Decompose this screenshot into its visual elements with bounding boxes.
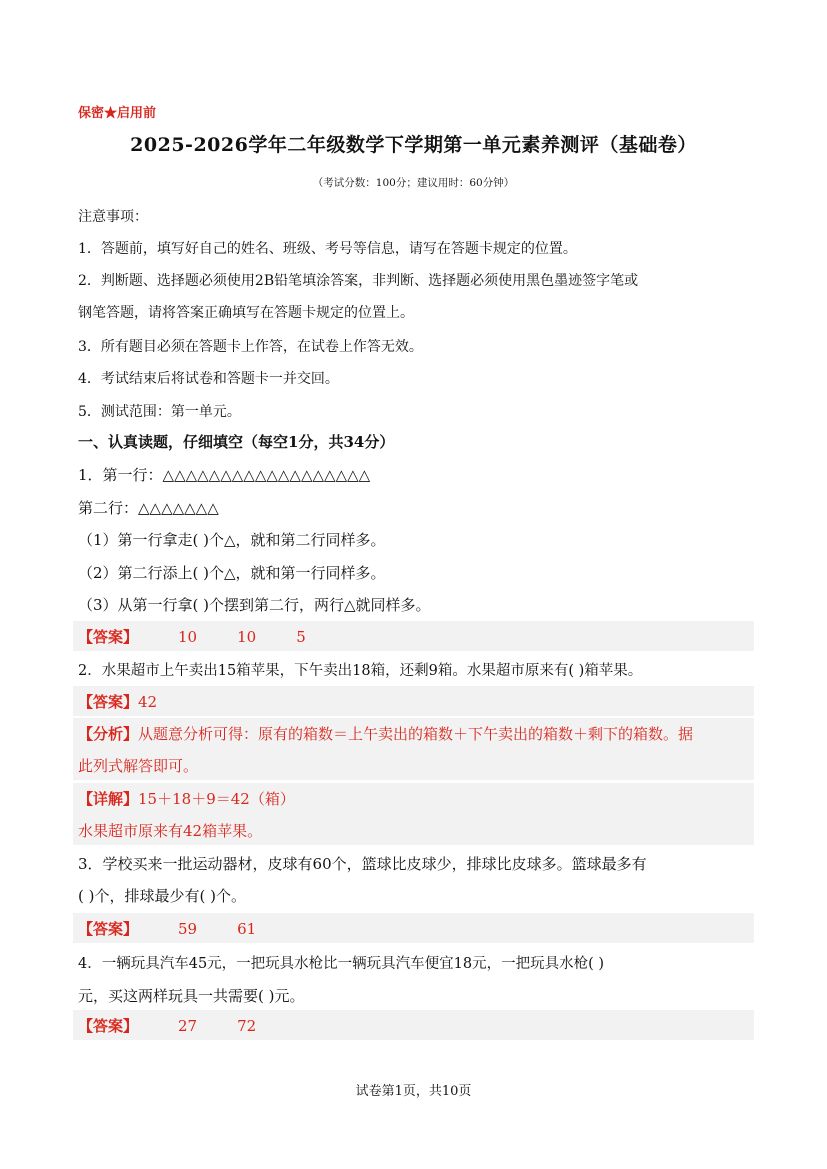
answer-label: 【答案】 — [78, 920, 139, 938]
note-item: 1．答题前，填写好自己的姓名、班级、考号等信息，请写在答题卡规定的位置。 — [78, 241, 577, 257]
note-item: 3．所有题目必须在答题卡上作答，在试卷上作答无效。 — [78, 339, 423, 355]
q3-text2: ( )个，排球最少有( )个。 — [78, 887, 246, 905]
analysis-text: 从题意分析可得：原有的箱数＝上午卖出的箱数＋下午卖出的箱数＋剩下的箱数。据 — [138, 725, 694, 743]
page-title: 2025-2026学年二年级数学下学期第一单元素养测评（基础卷） — [130, 134, 697, 156]
q1-answer-box — [73, 621, 754, 651]
note-item: 2．判断题、选择题必须使用2B铅笔填涂答案，非判断、选择题必须使用黑色墨迹签字笔或 — [78, 273, 639, 289]
q3-answer-box — [73, 913, 754, 943]
q4-text2: 元，买这两样玩具一共需要( )元。 — [78, 987, 305, 1005]
note-item: 4．考试结束后将试卷和答题卡一并交回。 — [78, 371, 339, 387]
q4-text1: 4．一辆玩具汽车45元，一把玩具水枪比一辆玩具汽车便宜18元，一把玩具水枪( ) — [78, 956, 605, 972]
confidential-label: 保密★启用前 — [78, 106, 157, 121]
answer-value: 10 — [178, 628, 198, 646]
analysis-text: 此列式解答即可。 — [78, 757, 199, 775]
q2-answer-box — [73, 686, 754, 716]
answer-label: 【答案】 — [78, 1017, 139, 1035]
answer-value: 27 — [178, 1017, 198, 1035]
answer-label: 【答案】 — [78, 628, 139, 646]
q4-answer-box — [73, 1010, 754, 1040]
page-footer: 试卷第1页，共10页 — [355, 1084, 472, 1099]
q2-detail-box — [73, 783, 754, 845]
answer-value: 10 — [237, 628, 257, 646]
exam-subtitle: （考试分数：100分；建议用时：60分钟） — [312, 177, 515, 189]
answer-value: 5 — [296, 628, 306, 646]
note-item: 钢笔答题，请将答案正确填写在答题卡规定的位置上。 — [78, 305, 414, 321]
answer-value: 61 — [237, 920, 257, 938]
notes-heading: 注意事项： — [78, 209, 148, 225]
detail-label: 【详解】 — [78, 790, 139, 808]
section-heading: 一、认真读题，仔细填空（每空1分，共34分） — [78, 433, 395, 451]
detail-text: 水果超市原来有42箱苹果。 — [78, 822, 263, 840]
detail-text: 15＋18＋9＝42（箱） — [138, 790, 295, 808]
q1-line2: 第二行：△△△△△△△ — [78, 499, 219, 517]
q3-text1: 3．学校买来一批运动器材，皮球有60个，篮球比皮球少，排球比皮球多。篮球最多有 — [78, 855, 647, 873]
q1-line1: 1．第一行：△△△△△△△△△△△△△△△△△△ — [78, 466, 371, 484]
answer-value: 59 — [178, 920, 198, 938]
q1-sub1: （1）第一行拿走( )个△，就和第二行同样多。 — [78, 531, 386, 549]
answer-value: 42 — [138, 693, 158, 711]
q2-analysis-box — [73, 718, 754, 780]
q1-sub2: （2）第二行添上( )个△，就和第一行同样多。 — [78, 564, 386, 582]
answer-value: 72 — [237, 1017, 257, 1035]
note-item: 5．测试范围：第一单元。 — [78, 404, 241, 420]
analysis-label: 【分析】 — [78, 725, 139, 743]
answer-label: 【答案】 — [78, 693, 139, 711]
q2-text: 2．水果超市上午卖出15箱苹果，下午卖出18箱，还剩9箱。水果超市原来有( )箱苹果。 — [78, 663, 643, 679]
q1-sub3: （3）从第一行拿( )个摆到第二行，两行△就同样多。 — [78, 596, 431, 614]
